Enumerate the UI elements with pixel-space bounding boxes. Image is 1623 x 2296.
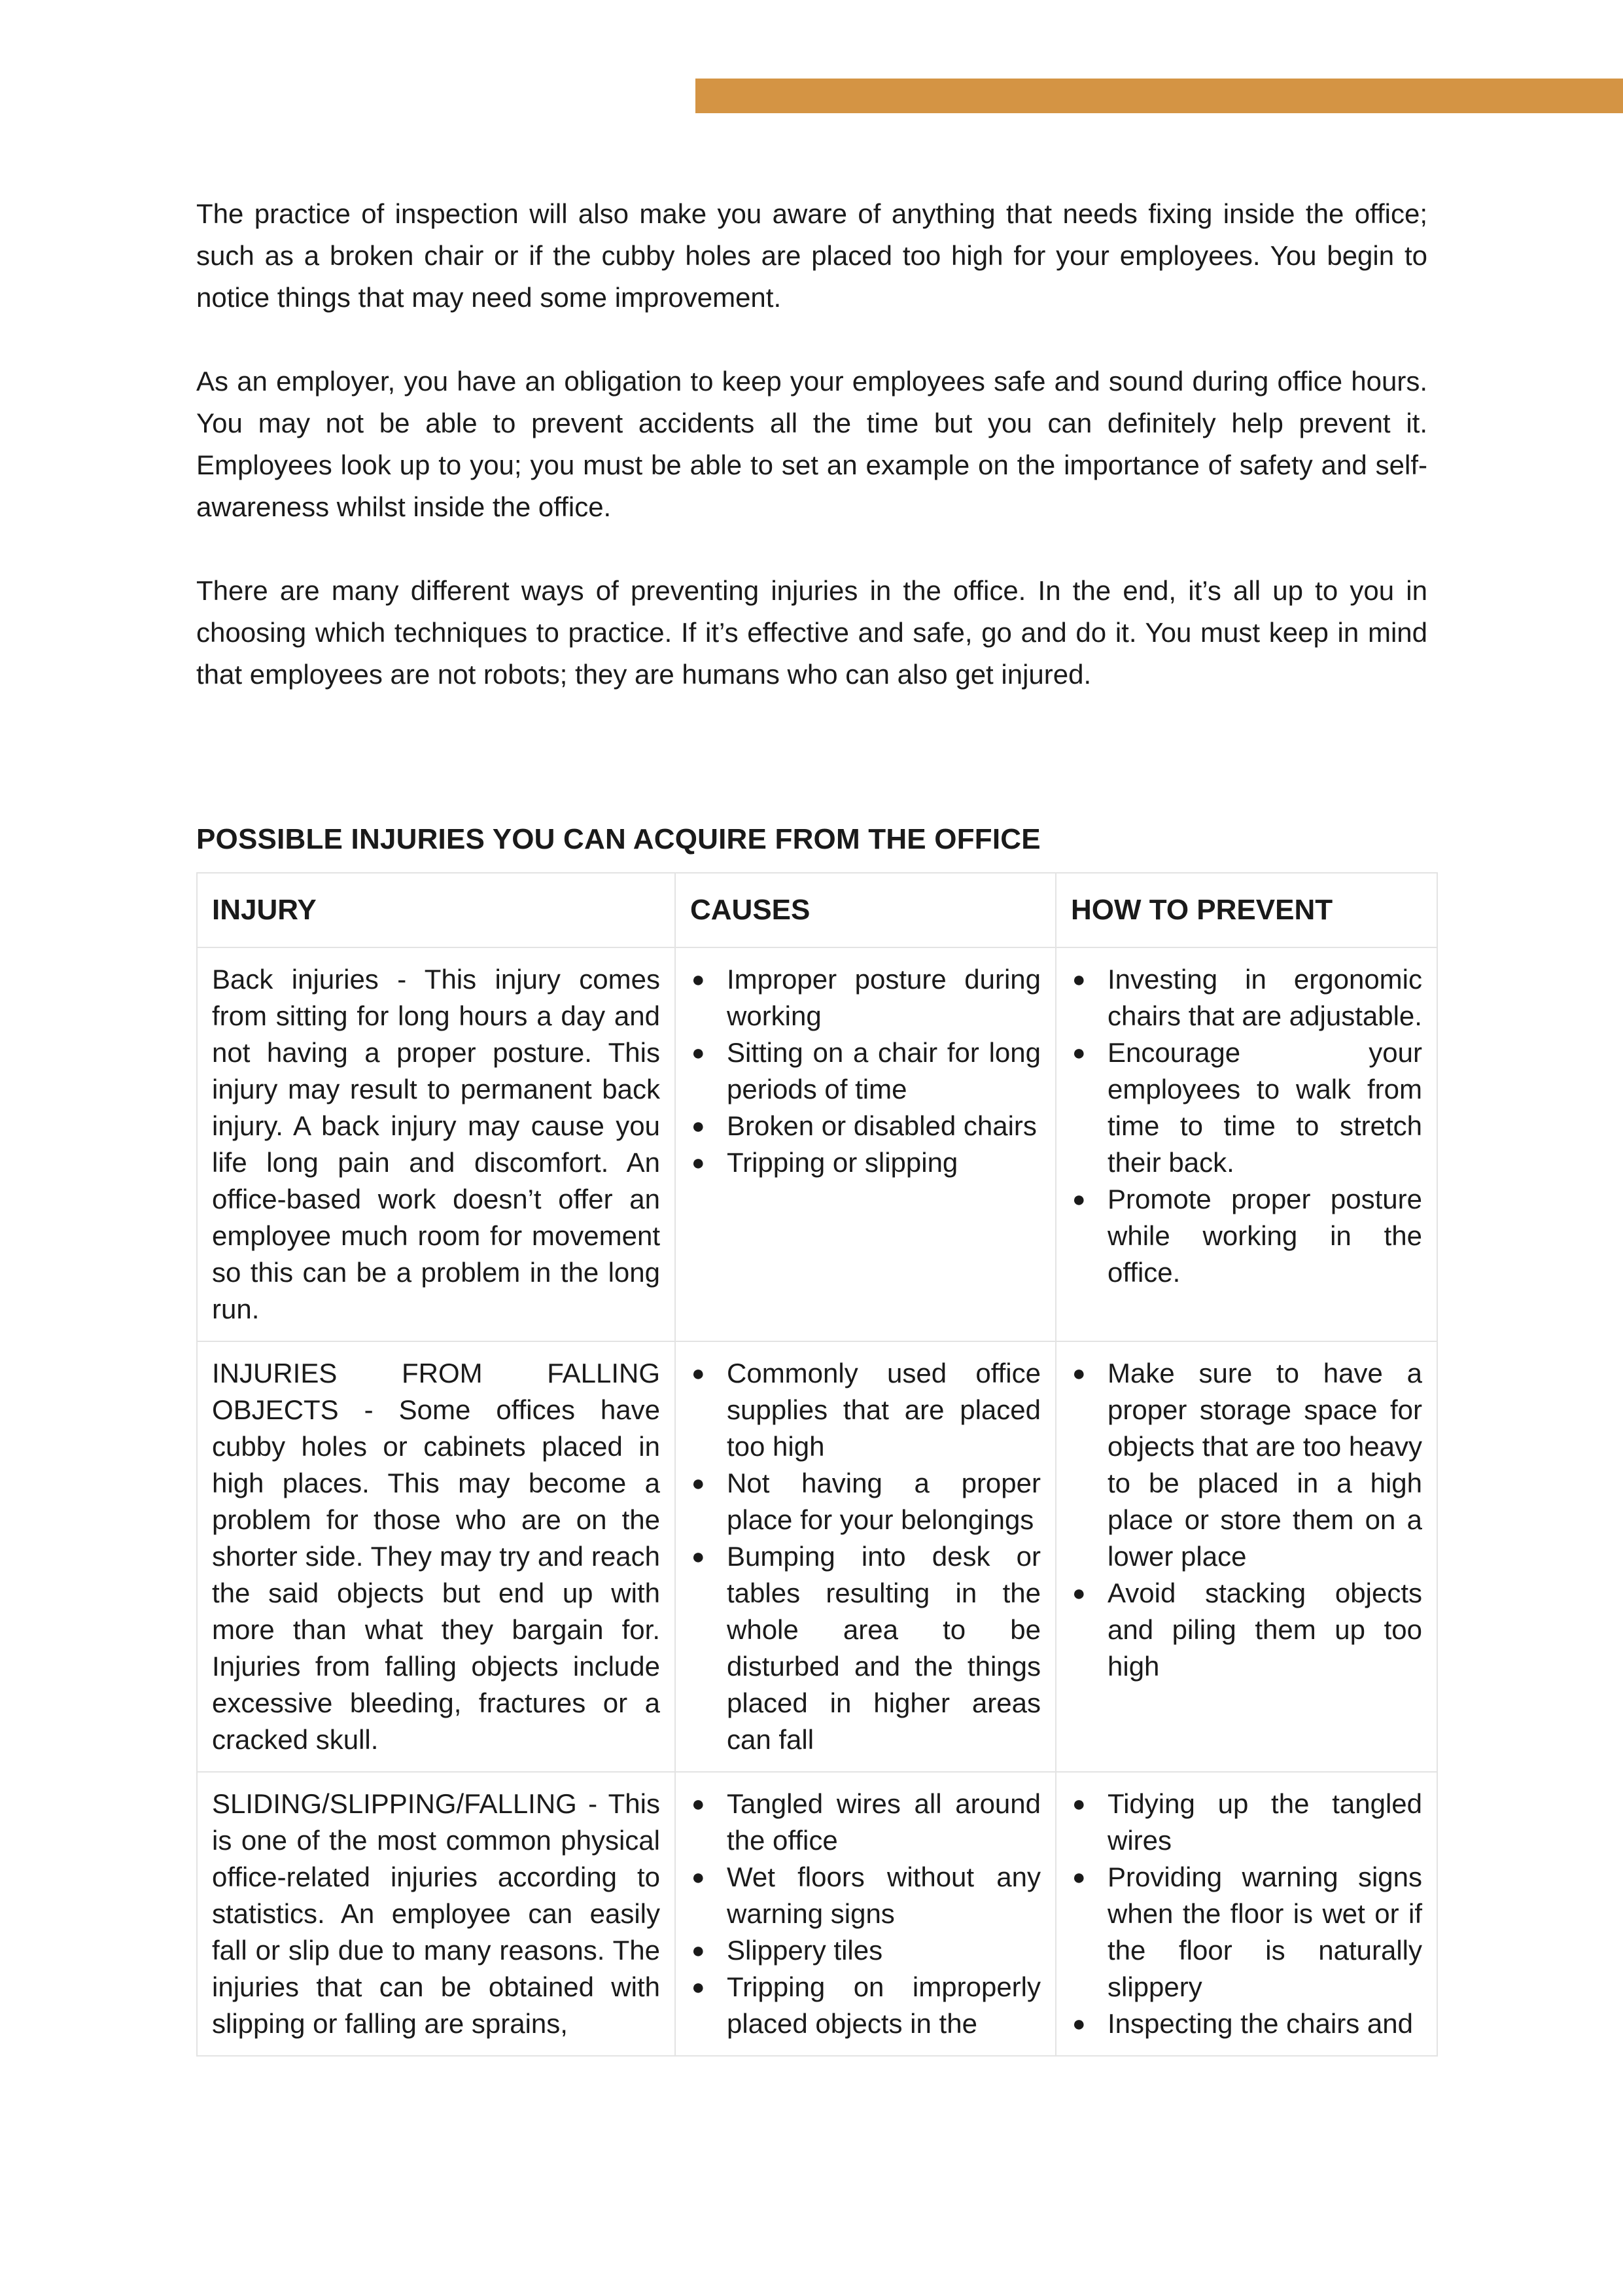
prevent-list [1071,1786,1422,2042]
table-row [197,947,1437,1341]
prevent-list [1071,1355,1422,1685]
list-item: ● Promote proper posture while working in the office. [1071,1181,1422,1291]
bullet-icon: ● [1072,1792,1086,1816]
list-item: ● Improper posture during working [690,961,1041,1034]
bullet-icon: ● [1072,2011,1086,2036]
bullet-icon: ● [691,1792,705,1816]
list-item: ● Providing warning signs when the floor is wet or if the floor is naturally slippery [1071,1859,1422,2005]
list-item: ● Wet floors without any warning signs [690,1859,1041,1932]
table-row [197,1772,1437,2056]
list-item: ● Inspecting the chairs and [1071,2005,1422,2042]
bullet-icon: ● [691,1938,705,1963]
list-item: ● Encourage your employees to walk from time to time to stretch their back. [1071,1034,1422,1181]
header-injury: INJURY [197,873,675,947]
bullet-icon: ● [1072,1865,1086,1890]
section-heading: POSSIBLE INJURIES YOU CAN ACQUIRE FROM THE OFFICE [196,823,1041,855]
paragraph-employer-obligation: As an employer, you have an obligation to keep your employees safe and sound during office hours. You may not be able to prevent accidents all the time but you can definitely help prevent it. Employees look up to you; you must be able to set an example on the importance of safety and self-awareness whilst inside the office. [196,366,1427,522]
header-how-to-prevent: HOW TO PREVENT [1056,873,1437,947]
header-accent-bar [695,79,1623,113]
page-content [196,193,1427,859]
list-item: ● Commonly used office supplies that are placed too high [690,1355,1041,1465]
list-item: ● Not having a proper place for your belongings [690,1465,1041,1538]
bullet-icon: ● [1072,967,1086,992]
injury-table [196,872,1438,2057]
paragraph-inspection: The practice of inspection will also make you aware of anything that needs fixing inside the office; such as a broken chair or if the cubby holes are placed too high for your employees. You begin to notice things that may need some improvement. [196,198,1427,313]
injury-cell: SLIDING/SLIPPING/FALLING - This is one of the most common physical office-related injuries according to statistics. An employee can easily fall or slip due to many reasons. The injuries that can be obtained with slipping or falling are sprains, [197,1772,675,2056]
causes-list [690,1786,1041,2042]
bullet-icon: ● [691,1040,705,1065]
causes-cell [675,1772,1056,2056]
bullet-icon: ● [1072,1187,1086,1212]
bullet-icon: ● [691,1975,705,2000]
bullet-icon: ● [691,1150,705,1175]
list-item: ● Sitting on a chair for long periods of time [690,1034,1041,1108]
list-item: ● Tripping on improperly placed objects in the [690,1969,1041,2042]
causes-cell [675,947,1056,1341]
causes-list [690,961,1041,1181]
bullet-icon: ● [691,1361,705,1386]
list-item: ● Make sure to have a proper storage space for objects that are too heavy to be placed in a high place or store them on a lower place [1071,1355,1422,1575]
paragraph-prevention-ways: There are many different ways of preventing injuries in the office. In the end, it’s all up to you in choosing which techniques to practice. If it’s effective and safe, go and do it. You must keep in mind that employees are not robots; they are humans who can also get injured. [196,575,1427,690]
prevent-cell [1056,1341,1437,1772]
causes-list [690,1355,1041,1758]
list-item: ● Slippery tiles [690,1932,1041,1969]
prevent-cell [1056,947,1437,1341]
bullet-icon: ● [1072,1581,1086,1606]
list-item: ● Avoid stacking objects and piling them up too high [1071,1575,1422,1685]
injury-cell: INJURIES FROM FALLING OBJECTS - Some offices have cubby holes or cabinets placed in high places. This may become a problem for those who are on the shorter side. They may try and reach the said objects but end up with more than what they bargain for. Injuries from falling objects include excessive bleeding, fractures or a cracked skull. [197,1341,675,1772]
list-item: ● Broken or disabled chairs [690,1108,1041,1144]
bullet-icon: ● [691,967,705,992]
injury-cell: Back injuries - This injury comes from sitting for long hours a day and not having a proper posture. This injury may result to permanent back injury. A back injury may cause you life long pain and discomfort. An office-based work doesn’t offer an employee much room for movement so this can be a problem in the long run. [197,947,675,1341]
bullet-icon: ● [1072,1361,1086,1386]
header-causes: CAUSES [675,873,1056,947]
list-item: ● Tripping or slipping [690,1144,1041,1181]
bullet-icon: ● [691,1544,705,1569]
list-item: ● Tidying up the tangled wires [1071,1786,1422,1859]
bullet-icon: ● [691,1865,705,1890]
bullet-icon: ● [691,1114,705,1139]
bullet-icon: ● [1072,1040,1086,1065]
prevent-cell [1056,1772,1437,2056]
table-header-row [197,873,1437,947]
bullet-icon: ● [691,1471,705,1496]
list-item: ● Bumping into desk or tables resulting in the whole area to be disturbed and the things placed in higher areas can fall [690,1538,1041,1758]
causes-cell [675,1341,1056,1772]
list-item: ● Investing in ergonomic chairs that are adjustable. [1071,961,1422,1034]
prevent-list [1071,961,1422,1291]
list-item: ● Tangled wires all around the office [690,1786,1041,1859]
table-row [197,1341,1437,1772]
